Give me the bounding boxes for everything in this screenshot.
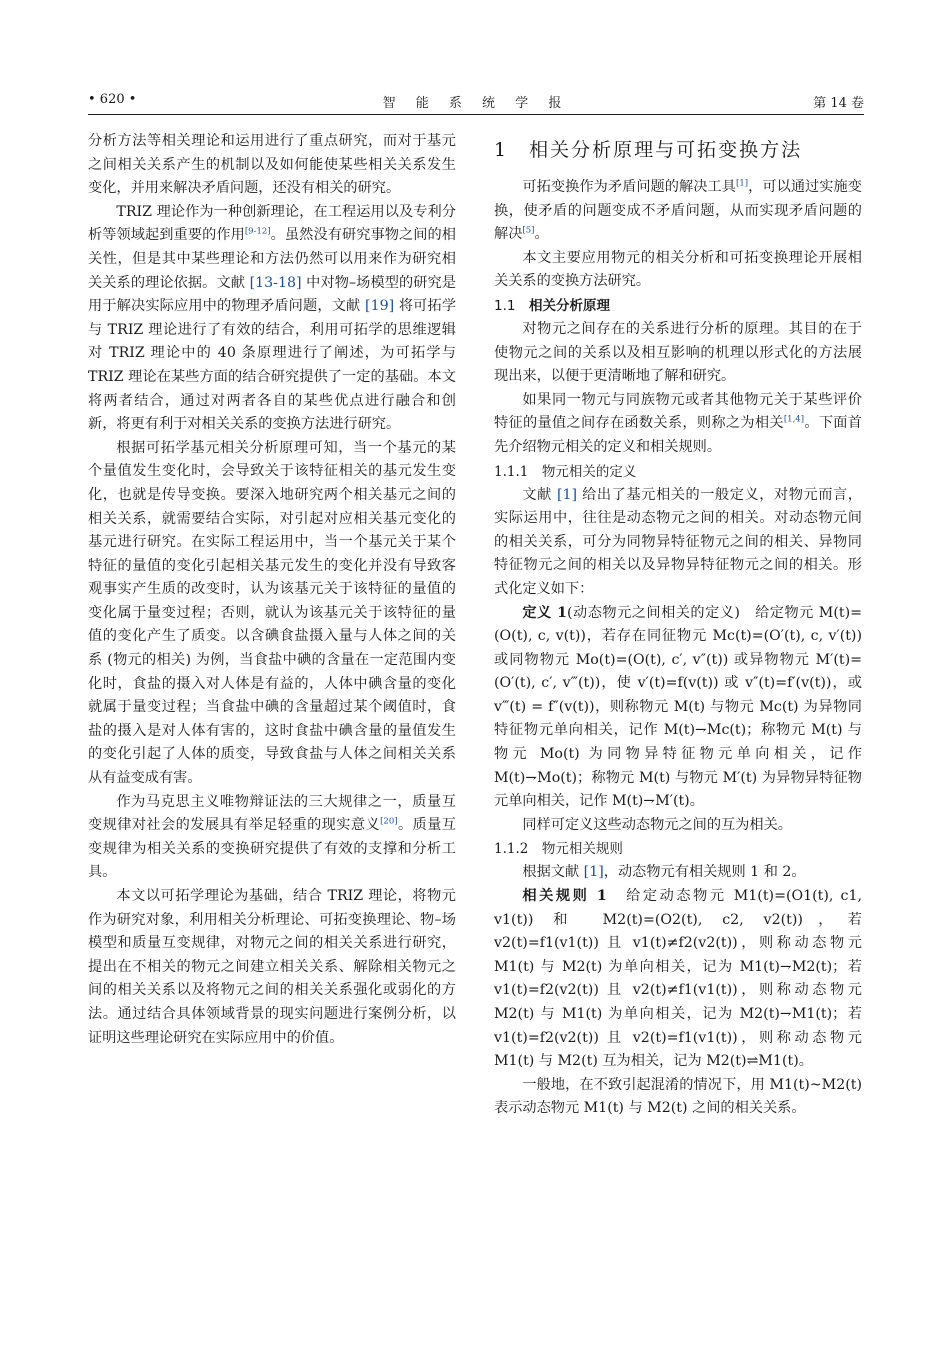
volume-label: 第 14 卷 bbox=[813, 96, 864, 111]
citation[interactable]: [9-12] bbox=[244, 226, 271, 237]
correlation-rule-1: 相关规则 1 给定动态物元 M1(t)=(O1(t), c1, v1(t)) 和 M2(t)=(O2(t), c2, v2(t))，若 v2(t)=f1(v1(t)) 且 v1(t)≠f2(v2(t))，则称动态物元 M1(t) 与 M2(t) 为单向相关，记为 M1(t)⇁M2(t)；若 v1(t)=f2(v2(t)) 且 v2(t)≠f1(v1(t))，则称动态物元 M2(t) 与 M1(t) 为单向相关，记为 M2(t)⇁M1(t)；若 v1(t)=f2(v2(t)) 且 v2(t)=f1(v1(t))，则称动态物元 M1(t) 与 M2(t) 互为相关，记为 M2(t)⇌M1(t)。 bbox=[494, 888, 862, 1070]
left-paragraph-3: 根据可拓学基元相关分析原理可知，当一个基元的某个量值发生变化时，会导致关于该特征相关的基元发生变化，也就是传导变换。要深入地研究两个相关基元之间的相关关系，就需要结合实际，对引起对应相关基元变化的基元进行研究。在实际工程运用中，当一个基元关于某个特征的量值的变化引起相关基元发生的变化并没有导致客观事实产生质的改变时，认为该基元关于该特征的量值的变化属于量变过程；否则，就认为该基元关于该特征的量值的变化产生了质变。以含碘食盐摄入量与人体之间的关系 (物元的相关) 为例，当食盐中碘的含量在一定范围内变化时，食盐的摄入对人体是有益的，人体中碘含量的变化就属于量变过程；当食盐中碘的含量超过某个阈值时，食盐的摄入是对人体有害的，这时食盐中碘含量的量值发生的变化引起了人体的质变，导致食盐与人体之间相关关系从有益变成有害。 bbox=[88, 439, 456, 787]
right-column bbox=[494, 130, 862, 1121]
left-column bbox=[88, 130, 456, 1050]
right-paragraph-2: 本文主要应用物元的相关分析和可拓变换理论开展相关关系的变换方法研究。 bbox=[494, 249, 862, 290]
page-header bbox=[88, 88, 864, 115]
left-paragraph-4: 作为马克思主义唯物辩证法的三大规律之一，质量互变规律对社会的发展具有举足轻重的现实意义[20]。质量互变规律为相关关系的变换研究提供了有效的支撑和分析工具。 bbox=[88, 793, 456, 881]
citation[interactable]: [19] bbox=[365, 298, 395, 315]
subsubsection-heading-1-1-2: 1.1.2 物元相关规则 bbox=[494, 841, 623, 858]
citation[interactable]: [13-18] bbox=[249, 274, 302, 291]
right-paragraph-4: 如果同一物元与同族物元或者其他物元关于某些评价特征的量值之间存在函数关系，则称之为相关[1,4]。下面首先介绍物元相关的定义和相关规则。 bbox=[494, 391, 862, 455]
left-paragraph-1: 分析方法等相关理论和运用进行了重点研究，而对于基元之间相关关系产生的机制以及如何能使某些相关关系发生变化，并用来解决矛盾问题，还没有相关的研究。 bbox=[88, 133, 456, 197]
journal-title: 智 能 系 统 学 报 bbox=[382, 96, 570, 111]
left-paragraph-5: 本文以可拓学理论为基础，结合 TRIZ 理论，将物元作为研究对象，利用相关分析理论、可拓变换理论、物–场模型和质量互变规律，对物元之间的相关关系进行研究，提出在不相关的物元之间建立相关关系、解除相关物元之间的相关关系以及将物元之间的相关关系强化或弱化的方法。通过结合具体领域背景的现实问题进行案例分析，以证明这些理论研究在实际应用中的价值。 bbox=[88, 888, 456, 1046]
subsection-heading-1-1: 1.1 相关分析原理 bbox=[494, 297, 610, 314]
definition-1: 定义 1(动态物元之间相关的定义) 给定物元 M(t)=(O(t), c, v(t))，若存在同征物元 Mc(t)=(O′(t), c, v′(t)) 或同物物元 Mo(t)=(O(t), c′, v″(t)) 或异物物元 M′(t)=(O′(t), c′, v‴(t))，使 v′(t)=f(v(t)) 或 v″(t)=f′(v(t))，或 v‴(t) = f″(v(t))，则称物元 M(t) 与物元 Mc(t) 为异物同特征物元单向相关，记作 M(t)⇁Mc(t)；称物元 M(t) 与物元 Mo(t) 为同物异特征物元单向相关，记作 M(t)⇁Mo(t)；称物元 M(t) 与物元 M′(t) 为异物异特征物元单向相关，记作 M(t)⇁M′(t)。 bbox=[494, 604, 862, 810]
subsubsection-heading-1-1-1: 1.1.1 物元相关的定义 bbox=[494, 463, 637, 480]
left-paragraph-2: TRIZ 理论作为一种创新理论，在工程运用以及专利分析等领域起到重要的作用[9-12]。虽然没有研究事物之间的相关性，但是其中某些理论和方法仍然可以用来作为研究相关关系的理论依据。文献 [13-18] 中对物–场模型的研究是用于解决实际应用中的物理矛盾问题，文献 [19] 将可拓学与 TRIZ 理论进行了有效的结合，利用可拓学的思维逻辑对 TRIZ 理论中的 40 条原理进行了阐述，为可拓学与 TRIZ 理论在某些方面的结合研究提供了一定的基础。本文将两者结合，通过对两者各自的某些优点进行融合和创新，将更有利于对相关关系的变换方法进行研究。 bbox=[88, 203, 457, 433]
page-number: • 620 • bbox=[88, 92, 137, 107]
right-paragraph-6: 同样可定义这些动态物元之间的互为相关。 bbox=[522, 816, 792, 833]
citation[interactable]: [20] bbox=[380, 816, 398, 827]
citation[interactable]: [1,4] bbox=[783, 414, 805, 425]
right-paragraph-3: 对物元之间存在的关系进行分析的原理。其目的在于使物元之间的关系以及相互影响的机理以形式化的方法展现出来，以便于更清晰地了解和研究。 bbox=[494, 320, 862, 385]
citation[interactable]: [1] bbox=[736, 178, 749, 189]
citation[interactable]: [1] bbox=[583, 864, 604, 881]
right-paragraph-5: 文献 [1] 给出了基元相关的一般定义，对物元而言，实际运用中，往往是动态物元之间的相关。对动态物元间的相关关系，可分为同物异特征物元之间的相关、异物同特征物元之间的相关以及异物异特征物元之间的相关。形式化定义如下： bbox=[494, 486, 862, 597]
right-paragraph-8: 一般地，在不致引起混淆的情况下，用 M1(t)~M2(t) 表示动态物元 M1(t) 与 M2(t) 之间的相关关系。 bbox=[494, 1076, 862, 1117]
section-heading-1: 1 相关分析原理与可拓变换方法 bbox=[494, 139, 803, 161]
right-paragraph-1: 可拓变换作为矛盾问题的解决工具[1]，可以通过实施变换，使矛盾的问题变成不矛盾问题，从而实现矛盾问题的解决[5]。 bbox=[494, 178, 862, 243]
right-paragraph-7: 根据文献 [1]，动态物元有相关规则 1 和 2。 bbox=[522, 864, 806, 881]
citation[interactable]: [5] bbox=[522, 225, 535, 236]
citation[interactable]: [1] bbox=[556, 486, 578, 503]
